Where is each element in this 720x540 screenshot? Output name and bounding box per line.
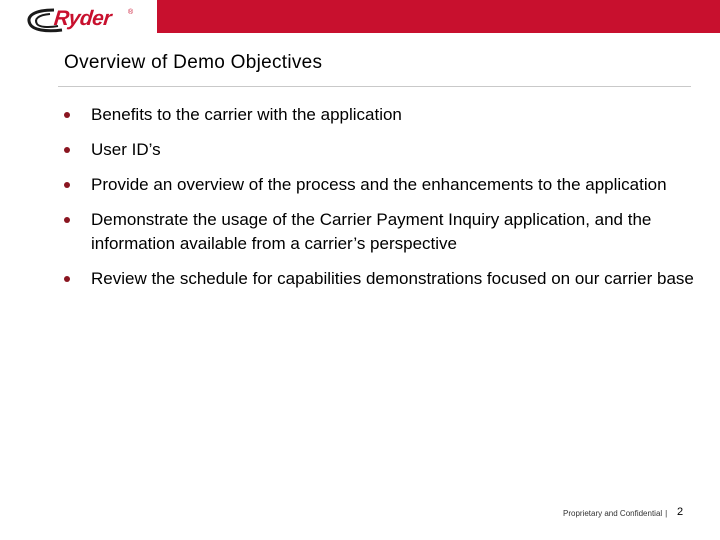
- confidential-label: Proprietary and Confidential: [563, 509, 663, 518]
- bullet-icon: [64, 276, 70, 282]
- list-item-text: User ID’s: [91, 140, 161, 159]
- ryder-logo: [24, 2, 144, 38]
- list-item-text: Benefits to the carrier with the application: [91, 105, 402, 124]
- list-item: [64, 173, 704, 197]
- list-item-text: Review the schedule for capabilities demonstrations focused on our carrier base: [91, 269, 694, 288]
- page-number: 2: [677, 506, 684, 518]
- logo-registered-mark: ®: [128, 9, 134, 16]
- bullet-icon: [64, 182, 70, 188]
- list-item-text: Demonstrate the usage of the Carrier Payment Inquiry application, and the information available from a carrier’s perspective: [91, 210, 652, 253]
- list-item: [64, 208, 704, 256]
- page-title: Overview of Demo Objectives: [64, 52, 323, 73]
- list-item-text: Provide an overview of the process and the enhancements to the application: [91, 175, 667, 194]
- header-red-bar: [157, 0, 720, 33]
- footer-confidential: [563, 509, 670, 518]
- bullet-icon: [64, 112, 70, 118]
- bullet-icon: [64, 147, 70, 153]
- logo-wordmark: Ryder: [52, 7, 113, 30]
- footer-separator: |: [665, 509, 668, 518]
- title-divider: [58, 86, 691, 87]
- list-item: [64, 138, 704, 162]
- list-item: [64, 267, 704, 291]
- objectives-list: [64, 103, 704, 291]
- list-item: [64, 103, 704, 127]
- bullet-icon: [64, 217, 70, 223]
